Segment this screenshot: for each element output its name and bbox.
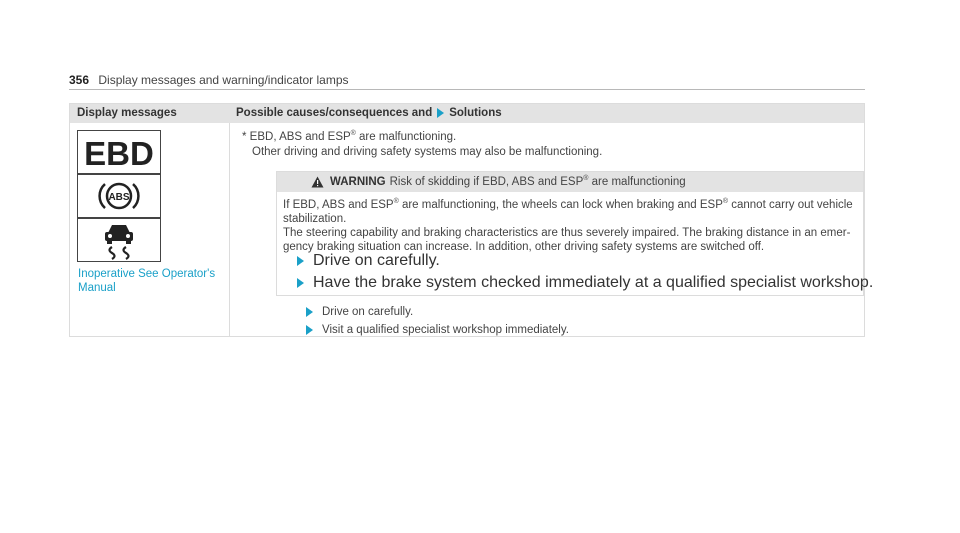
ebd-icon-text: EBD [84, 135, 154, 172]
col-header-solutions-label: Solutions [449, 107, 502, 119]
cause-text: * EBD, ABS and ESP® are malfunctioning. [242, 130, 457, 143]
cause-note: Other driving and driving safety systems may also be malfunctioning. [252, 146, 603, 158]
solution-step [306, 324, 569, 336]
warning-summary: Risk of skidding if EBD, ABS and ESP® are malfunctioning [389, 175, 686, 188]
play-arrow-icon [306, 325, 313, 335]
warning-step [297, 274, 873, 292]
col-header-display-messages: Display messages [77, 107, 177, 119]
warning-step [297, 252, 440, 270]
warning-paragraph-2-cont: gency braking situation can increase. In addition, other driving safety systems are switched off. [283, 241, 765, 253]
warning-title: WARNING [330, 176, 386, 188]
solution-step [306, 306, 413, 318]
warning-box [276, 171, 874, 296]
warning-paragraph-2: The steering capability and braking characteristics are thus severely impaired. The braking distance in an emer- [283, 227, 851, 239]
display-messages-table [69, 103, 874, 337]
esp-skid-icon [77, 218, 161, 262]
solution-step-text: Drive on carefully. [322, 306, 414, 318]
play-arrow-icon [306, 307, 313, 317]
abs-icon [77, 174, 161, 218]
col-header-causes-label: Possible causes/consequences and [236, 107, 433, 119]
page-header [69, 73, 865, 90]
warning-step-text: Have the brake system checked immediately at a qualified specialist workshop. [313, 274, 874, 291]
play-arrow-icon [297, 256, 304, 266]
play-arrow-icon [297, 278, 304, 288]
warning-paragraph-1-cont: stabilization. [283, 213, 347, 225]
display-message-text: Inoperative See Operator's Manual [78, 268, 216, 294]
page-title: Display messages and warning/indicator lamps [98, 73, 349, 87]
col-header-causes [236, 107, 502, 119]
warning-header [277, 172, 863, 192]
warning-paragraph-1: If EBD, ABS and ESP® are malfunctioning, the wheels can lock when braking and ESP® cannot carry out vehicle [283, 198, 853, 211]
warning-triangle-icon [311, 176, 324, 188]
abs-icon-text: ABS [108, 192, 130, 203]
warning-step-text: Drive on carefully. [313, 252, 440, 269]
solution-step-text: Visit a qualified specialist workshop immediately. [322, 324, 569, 336]
warning-body [283, 198, 859, 254]
column-divider [229, 123, 230, 336]
play-arrow-icon [437, 108, 444, 118]
table-header-row [70, 104, 864, 123]
ebd-icon [77, 130, 161, 174]
page-number: 356 [69, 73, 90, 87]
